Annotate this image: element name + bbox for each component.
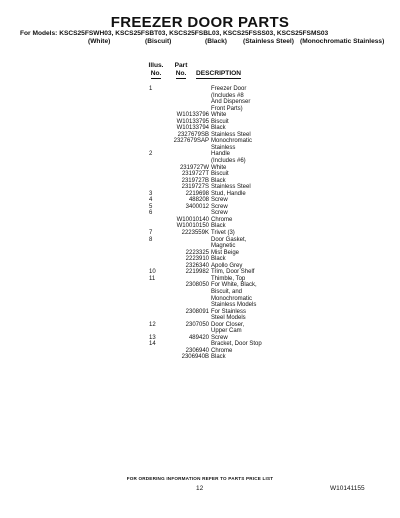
part-description: Screw bbox=[211, 203, 228, 210]
part-description: Bracket, Door Stop bbox=[211, 341, 262, 348]
part-description: Stainless bbox=[211, 144, 236, 151]
illus-number bbox=[145, 354, 163, 361]
header-part-no bbox=[170, 62, 192, 79]
header-part-no-label: No. bbox=[175, 70, 187, 77]
header-description-label: DESCRIPTION bbox=[196, 70, 242, 77]
part-number: 2319727W bbox=[179, 164, 209, 171]
part-description: Monochromatic bbox=[211, 138, 253, 145]
part-number: 2219698 bbox=[185, 190, 209, 197]
part-description: Black bbox=[211, 256, 226, 263]
part-description: Black bbox=[211, 177, 226, 184]
part-number: 2319727S bbox=[181, 184, 209, 191]
part-description: Screw bbox=[211, 210, 228, 217]
part-number: 2223559K bbox=[181, 230, 209, 237]
part-number: W10133796 bbox=[176, 112, 209, 119]
illus-number: 5 bbox=[149, 203, 153, 210]
part-description: Thimble, Top bbox=[211, 275, 246, 282]
part-description: For Stainless bbox=[211, 308, 247, 315]
color-stainless: (Stainless Steel) bbox=[243, 38, 294, 45]
part-number: 2319727T bbox=[181, 171, 209, 178]
part-description: Black bbox=[211, 354, 226, 361]
part-description: Black bbox=[211, 223, 226, 230]
part-description: (Includes #6) bbox=[211, 158, 246, 165]
color-white: (White) bbox=[88, 38, 111, 45]
color-monochromatic: (Monochromatic Stainless) bbox=[300, 38, 385, 45]
illus-number: 7 bbox=[149, 230, 153, 237]
part-number: 2219982 bbox=[185, 269, 209, 276]
parts-list-row bbox=[145, 354, 305, 361]
part-description: Stainless Steel bbox=[211, 131, 251, 138]
document-number: W10141155 bbox=[330, 485, 365, 492]
parts-list bbox=[145, 86, 305, 361]
part-description: Biscuit bbox=[211, 171, 229, 178]
page-title: FREEZER DOOR PARTS bbox=[110, 14, 290, 31]
part-description: Stainless Steel bbox=[211, 184, 251, 191]
part-description: Handle bbox=[211, 151, 231, 158]
part-number: 2306940 bbox=[185, 347, 209, 354]
part-description: Biscuit, and bbox=[211, 288, 243, 295]
part-description: Upper Cam bbox=[211, 328, 242, 335]
part-description: Stainless Models bbox=[211, 302, 257, 309]
part-number: 2306940B bbox=[181, 354, 209, 361]
part-number: 2327679SAP bbox=[173, 138, 209, 145]
part-number: 2307050 bbox=[185, 321, 209, 328]
illus-number: 3 bbox=[149, 190, 153, 197]
header-illus-no-label: No. bbox=[150, 70, 162, 77]
header-illus-no bbox=[145, 62, 167, 79]
part-description: And Dispenser bbox=[211, 99, 251, 106]
illus-number: 1 bbox=[149, 86, 153, 92]
part-description: Door Gasket, bbox=[211, 236, 247, 243]
part-description: Door Closer, bbox=[211, 321, 245, 328]
part-description: Trivet (3) bbox=[211, 230, 235, 237]
color-black: (Black) bbox=[205, 38, 227, 45]
part-description: Chrome bbox=[211, 347, 233, 354]
part-description: Stud, Handle bbox=[211, 190, 246, 197]
models-line: For Models: KSCS25FSWH03, KSCS25FSBT03, KSCS25FSBL03, KSCS25FSSS03, KSCS25FSMS03 bbox=[20, 30, 329, 37]
part-description: Black bbox=[211, 125, 226, 132]
header-part-label: Part bbox=[174, 62, 188, 69]
ordering-note: FOR ORDERING INFORMATION REFER TO PARTS PRICE LIST bbox=[126, 476, 274, 481]
part-description: Mist Beige bbox=[211, 249, 240, 256]
part-description: Steel Models bbox=[211, 315, 246, 322]
illus-number: 6 bbox=[149, 210, 153, 217]
part-number: W10133794 bbox=[176, 125, 209, 132]
header-illus-label: Illus. bbox=[148, 62, 164, 69]
illus-number: 13 bbox=[149, 334, 156, 341]
illus-number: 8 bbox=[149, 236, 153, 243]
part-description: White bbox=[211, 112, 227, 119]
header-description bbox=[196, 70, 241, 79]
part-description: Monochromatic bbox=[211, 295, 253, 302]
part-number: 2327679SB bbox=[177, 131, 209, 138]
illus-number: 4 bbox=[149, 197, 153, 204]
part-number: 3400012 bbox=[185, 203, 209, 210]
part-description: (Includes #8 bbox=[211, 92, 244, 99]
page-number: 12 bbox=[196, 485, 204, 492]
part-description: For White, Black, bbox=[211, 282, 257, 289]
part-description: Chrome bbox=[211, 216, 233, 223]
illus-number: 2 bbox=[149, 151, 153, 158]
illus-number: 12 bbox=[149, 321, 156, 328]
part-number: W10010150 bbox=[176, 223, 209, 230]
part-number: 488208 bbox=[188, 197, 209, 204]
illus-number: 10 bbox=[149, 269, 156, 276]
part-description: Front Parts) bbox=[211, 105, 243, 112]
part-number: W10133795 bbox=[176, 118, 209, 125]
part-number: 2326340 bbox=[185, 262, 209, 269]
part-number: 2223325 bbox=[185, 249, 209, 256]
part-number: 2308091 bbox=[185, 308, 209, 315]
color-biscuit: (Biscuit) bbox=[145, 38, 172, 45]
part-description: Screw bbox=[211, 334, 228, 341]
part-number: 2319727B bbox=[181, 177, 209, 184]
part-description: Trim, Door Shelf bbox=[211, 269, 255, 276]
part-description: Apollo Grey bbox=[211, 262, 243, 269]
part-description: Freezer Door bbox=[211, 86, 247, 92]
part-number: W10010140 bbox=[176, 216, 209, 223]
illus-number: 11 bbox=[149, 275, 156, 282]
illus-number: 14 bbox=[149, 341, 156, 348]
part-description: White bbox=[211, 164, 227, 171]
part-description: Biscuit bbox=[211, 118, 229, 125]
part-description: Screw bbox=[211, 197, 228, 204]
part-number: 489420 bbox=[188, 334, 209, 341]
part-description: Magnetic bbox=[211, 243, 236, 250]
part-number: 2223910 bbox=[185, 256, 209, 263]
part-number: 2308050 bbox=[185, 282, 209, 289]
